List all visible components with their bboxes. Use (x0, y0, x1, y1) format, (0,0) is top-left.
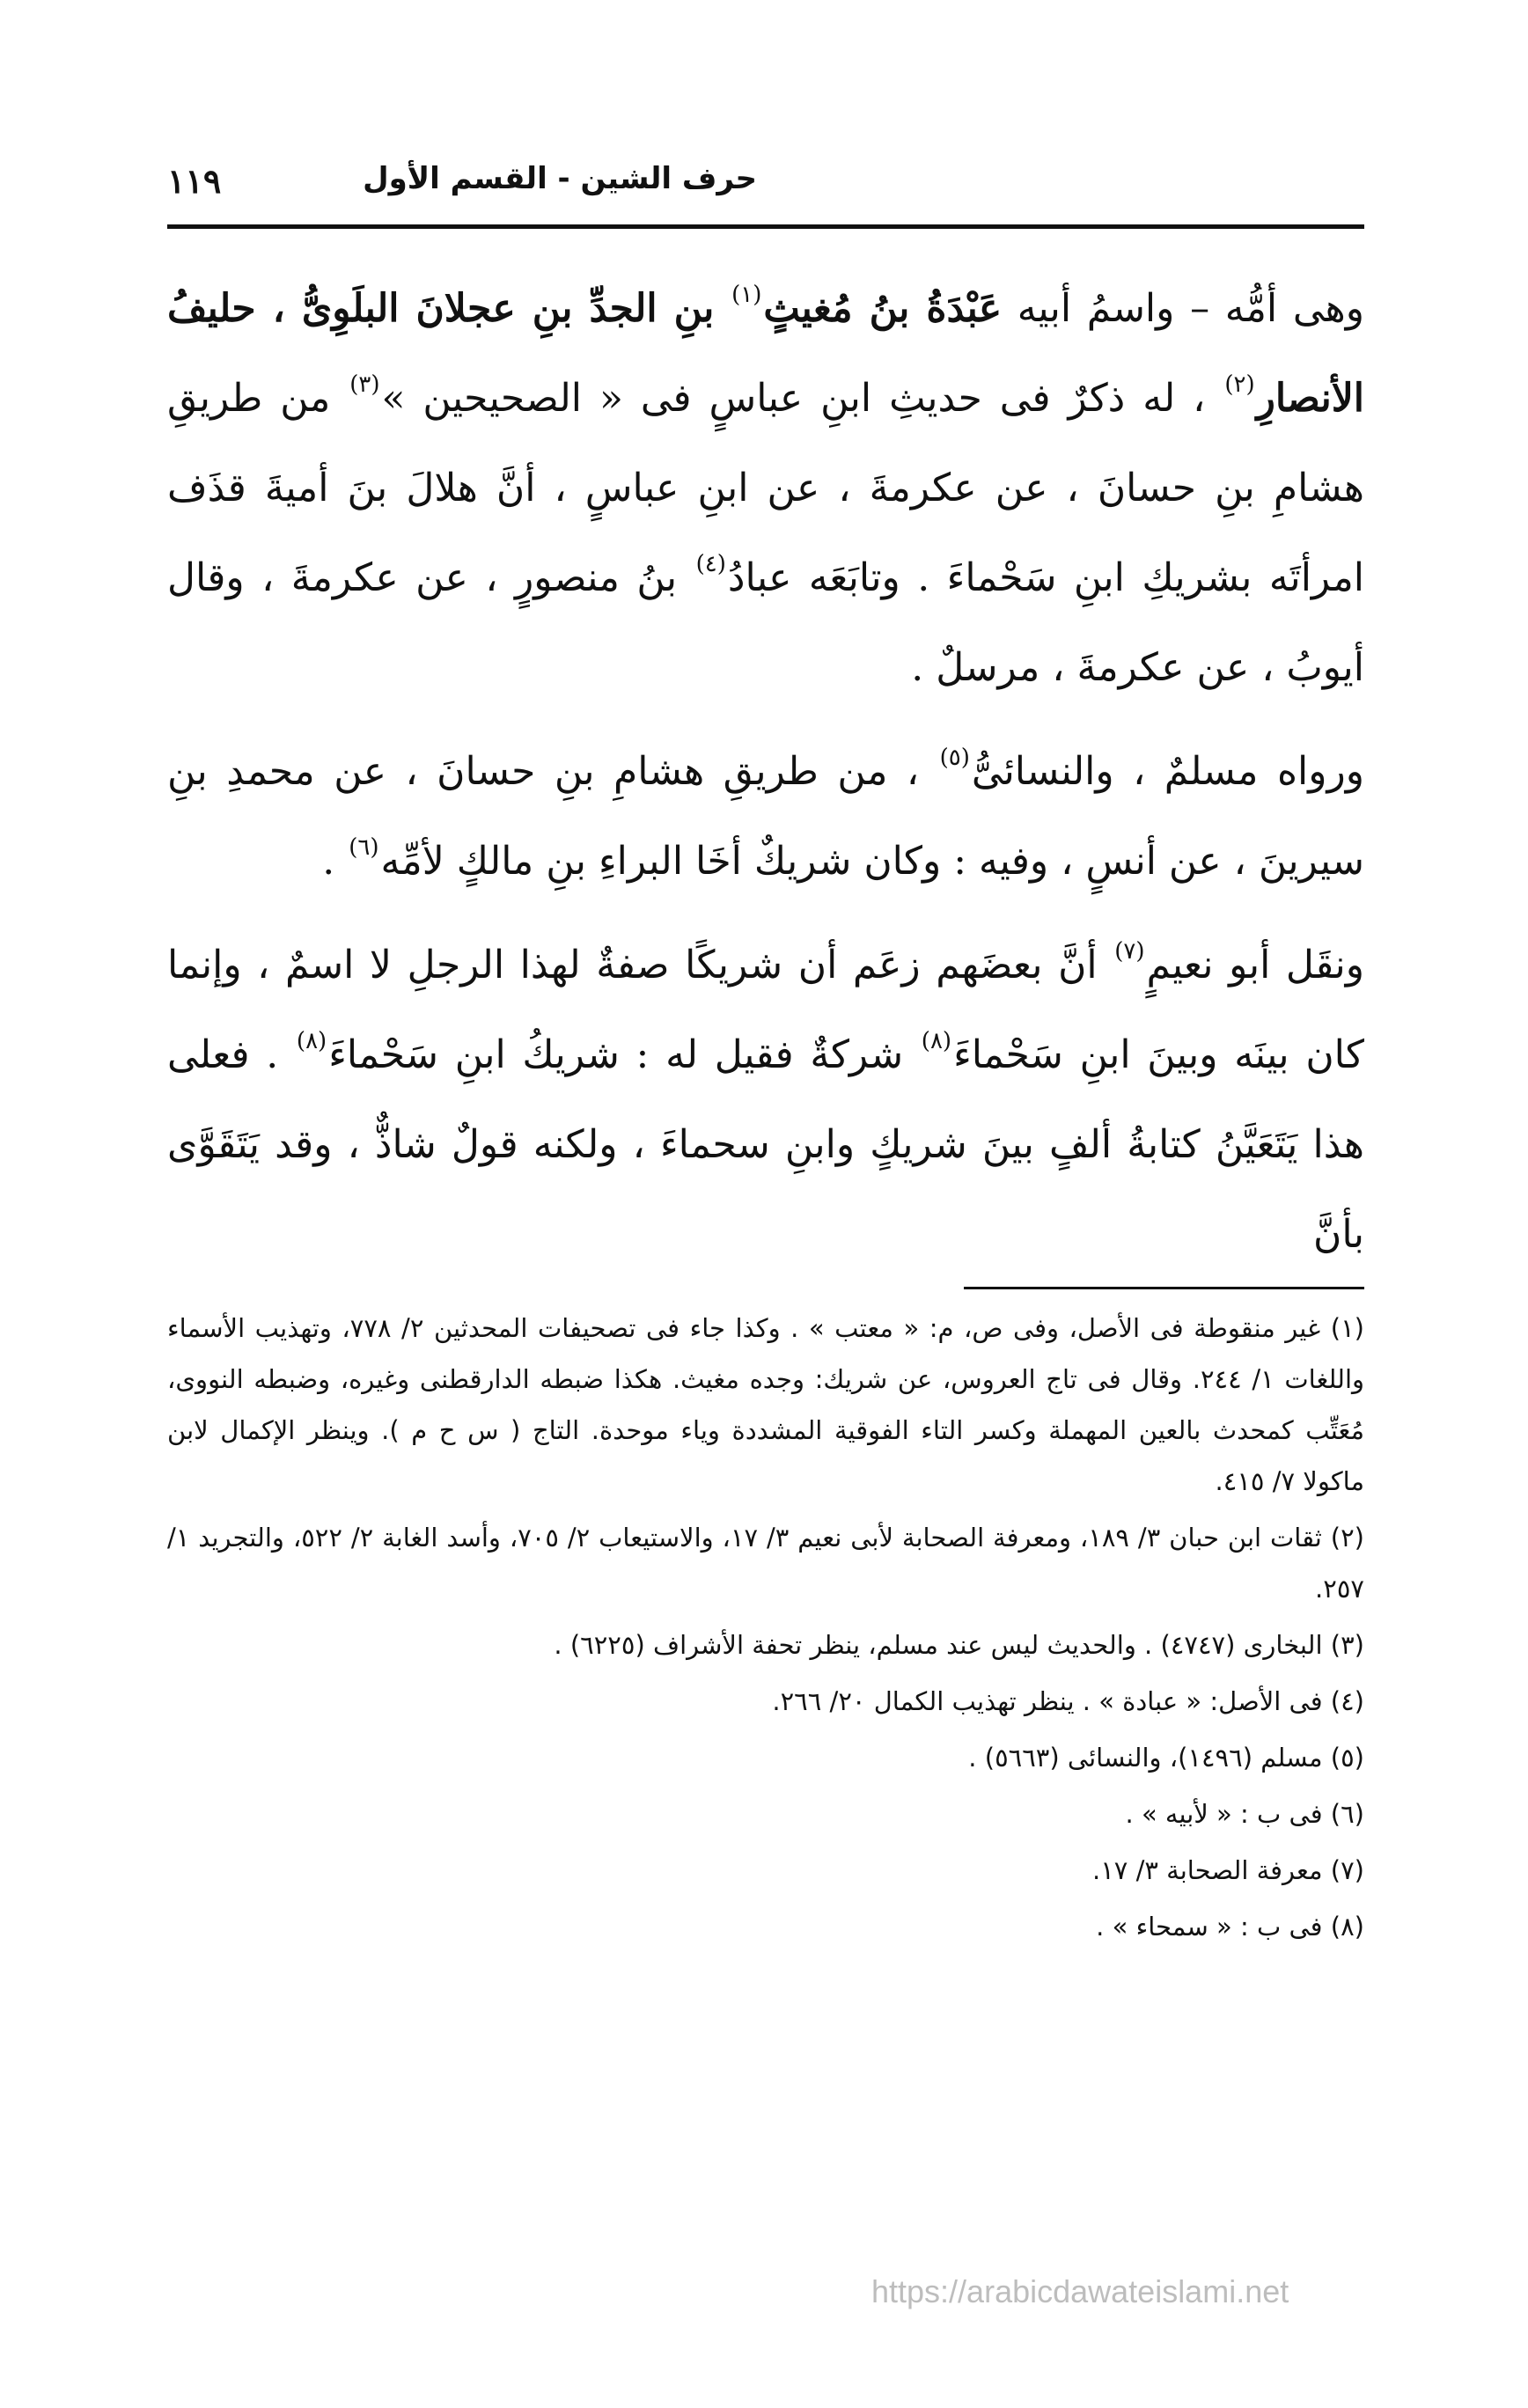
footnote-separator (964, 1287, 1364, 1289)
footnote-marker: (٨) (921, 1028, 952, 1054)
footnote-marker: (٥) (939, 745, 970, 771)
footnote-marker: (٢) (1224, 371, 1255, 398)
text-run (714, 286, 730, 331)
text-run: وهى أمُّه – واسمُ أبيه (1002, 286, 1364, 331)
footnote-marker: (٨) (296, 1028, 327, 1054)
footnote-3: (٣) البخارى (٤٧٤٧) . والحديث ليس عند مسلم، ينظر تحفة الأشراف (٦٢٢٥) . (554, 1630, 1364, 1660)
text-run: ونقَل أبو نعيمٍ (1146, 943, 1364, 987)
page-number: ١١٩ (167, 161, 222, 201)
paragraph-2 (167, 727, 1364, 907)
watermark-url: https://arabicdawateislami.net (871, 2273, 1289, 2309)
text-run: أنَّ بعضَهم زعَم أن شريكًا صفةٌ لهذا الرجلِ لا اسمٌ ، وإنما كان بينَه وبينَ ابنِ سَحْماءَ (167, 943, 1364, 1077)
footnote-5: (٥) مسلم (١٤٩٦)، والنسائى (٥٦٦٣) . (968, 1743, 1364, 1773)
text-run: بنُ منصورٍ ، عن عكرمةَ ، وقال أيوبُ ، عن عكرمةَ ، مرسلٌ . (167, 555, 1364, 690)
text-run: ، له ذكرٌ فى حديثِ ابنِ عباسٍ فى « الصحيحين » (381, 376, 1223, 421)
footnote-6: (٦) فى ب : « لأبيه » . (1125, 1799, 1364, 1829)
text-run: شركةٌ فقيل له : شريكُ ابنِ سَحْماءَ (328, 1032, 920, 1077)
footnote-marker: (٧) (1114, 938, 1145, 965)
text-run: من طريقِ هشامِ بنِ حسانَ ، عن عكرمةَ ، عن ابنِ عباسٍ ، أنَّ هلالَ بنَ أميةَ قذَف امرأتَه بشريكِ ابنِ سَحْماءَ . وتابَعَه عبادُ (167, 376, 1364, 600)
footnotes (167, 1303, 1364, 1957)
paragraph-3 (167, 921, 1364, 1280)
footnote-marker: (٤) (695, 551, 726, 577)
footnote-2: (٢) ثقات ابن حبان ٣/ ١٨٩، ومعرفة الصحابة لأبى نعيم ٣/ ١٧، والاستيعاب ٢/ ٧٠٥، وأسد الغابة ٢/ ٥٢٢، والتجريد ١/ ٢٥٧. (167, 1523, 1364, 1604)
footnote-4: (٤) فى الأصل: « عبادة » . ينظر تهذيب الكمال ٢٠/ ٢٦٦. (772, 1686, 1364, 1716)
running-title: حرف الشين - القسم الأول (363, 161, 757, 196)
main-text (167, 264, 1364, 1280)
bold-name: بنِ الجدِّ بنِ عجلانَ البلَوِىُّ ، حليفُ الأنصارِ (167, 286, 1365, 421)
footnote-7: (٧) معرفة الصحابة ٣/ ١٧. (1092, 1855, 1364, 1885)
bold-name: عَبْدَةُ بنُ مُغيثٍ (763, 286, 1003, 331)
page-header (167, 154, 1364, 216)
footnote-marker: (٣) (349, 371, 380, 398)
footnote-marker: (٦) (349, 834, 379, 861)
footnote-8: (٨) فى ب : « سمحاء » . (1096, 1912, 1364, 1942)
text-run: . فعلى هذا يَتَعَيَّنُ كتابةُ ألفٍ بينَ شريكٍ وابنِ سحماءَ ، ولكنه قولٌ شاذٌّ ، وقد يَتَقَوَّى بأنَّ (167, 1032, 1364, 1257)
text-run: ، من طريقِ هشامِ بنِ حسانَ ، عن محمدِ بنِ سيرينَ ، عن أنسٍ ، وفيه : وكان شريكٌ أخَا البراءِ بنِ مالكٍ لأمِّه (167, 749, 1364, 884)
footnote-marker: (١) (731, 282, 762, 308)
footnote-1: (١) غير منقوطة فى الأصل، وفى ص، م: « معتب » . وكذا جاء فى تصحيفات المحدثين ٢/ ٧٧٨، وتهذيب الأسماء واللغات ١/ ٢٤٤. وقال فى تاج العروس، عن شريك: وجده مغيث. هكذا ضبطه الدارقطنى وغيره، وضبطه النووى، مُعَتِّب كمحدث بالعين المهملة وكسر التاء الفوقية المشددة وياء موحدة. التاج ( س ح م ). وينظر الإكمال لابن ماكولا ٧/ ٤١٥. (167, 1313, 1365, 1496)
text-run: ورواه مسلمٌ ، والنسائىُّ (971, 749, 1364, 794)
header-rule (167, 224, 1364, 229)
text-run: . (322, 839, 348, 884)
paragraph-1 (167, 264, 1364, 713)
